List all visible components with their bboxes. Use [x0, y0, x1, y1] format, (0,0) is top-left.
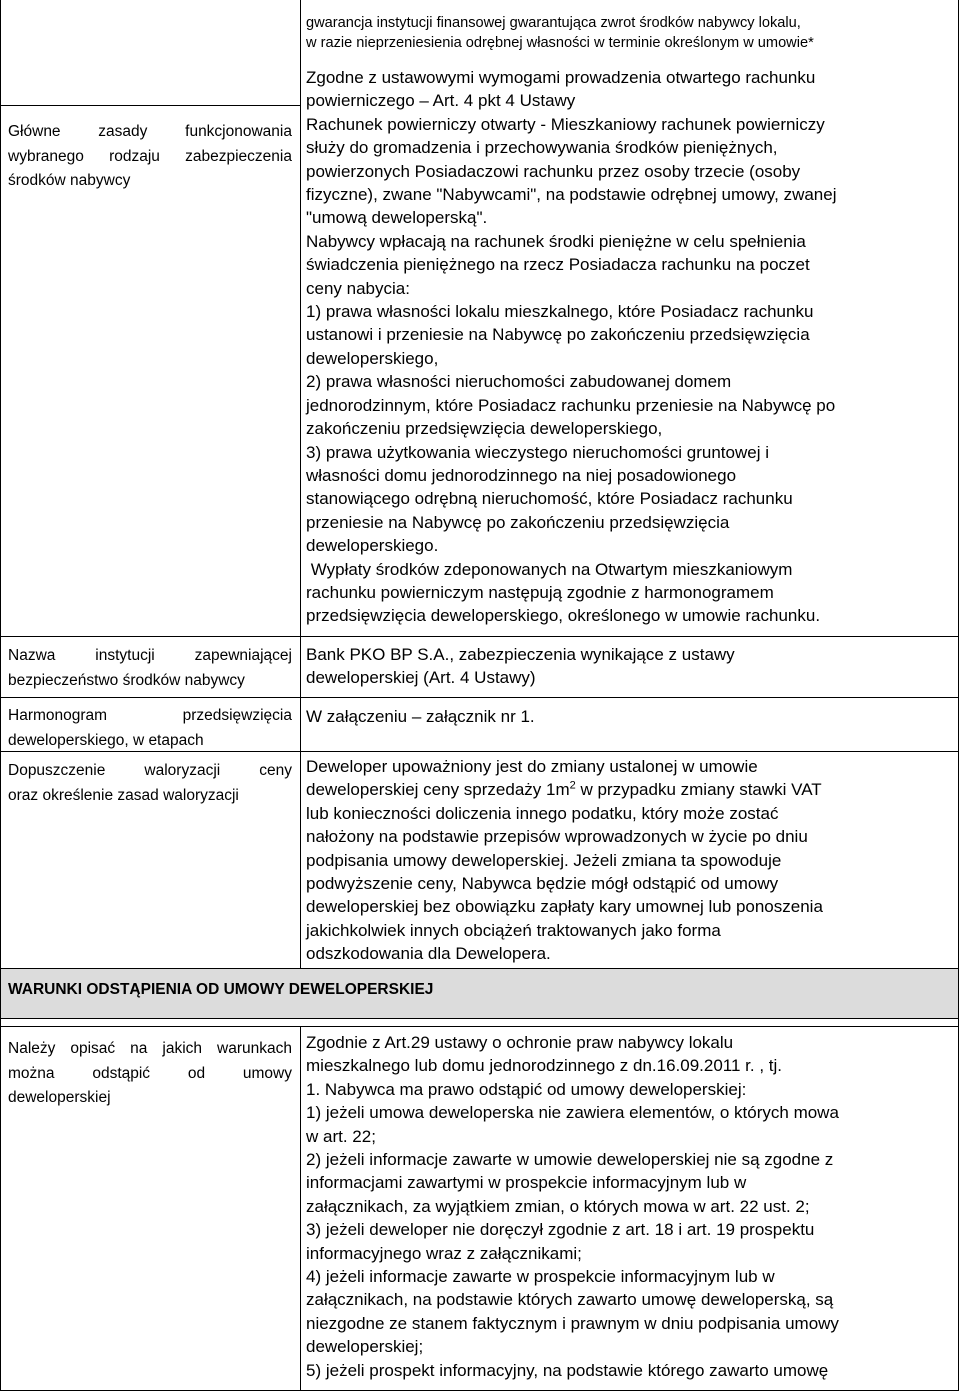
grid-line [0, 1026, 958, 1027]
grid-line [300, 1026, 301, 1391]
valorization-label: Dopuszczenie waloryzacji ceny oraz określenie zasad waloryzacji [8, 762, 292, 804]
institution-label: Nazwa instytucji zapewniającej bezpieczeństwo środków nabywcy [8, 647, 292, 689]
guarantee-text: gwarancja instytucji finansowej gwarantująca zwrot środków nabywcy lokalu, w razie nieprzeniesienia odrębnej własności w terminie określonym w umowie* [306, 15, 814, 51]
schedule-label: Harmonogram przedsięwzięcia deweloperskiego, w etapach [8, 707, 292, 749]
grid-line [0, 636, 958, 637]
grid-line [0, 697, 958, 698]
grid-line [0, 968, 958, 969]
grid-line [0, 0, 1, 1391]
principles-text: Zgodne z ustawowymi wymogami prowadzenia otwartego rachunku powierniczego – Art. 4 pkt 4 Ustawy Rachunek powierniczy otwarty - Mieszkaniowy rachunek powierniczy służy do gromadzenia i przechowywania środków pieniężnych, powierzonych Posiadaczowi rachunku przez osoby trzecie (osoby fizyczne), zwane "Nabywcami", na podstawie odrębnej umowy, zwanej "umową deweloperską". Nabywcy wpłacają na rachunek środki pieniężne w celu spełnienia świadczenia pieniężnego na rzecz Posiadacza rachunku na poczet ceny nabycia: 1) prawa własności lokalu mieszkalnego, które Posiadacz rachunku ustanowi i przeniesie na Nabywcę po zakończeniu przedsięwzięcia deweloperskiego, 2) prawa własności nieruchomości zabudowanej domem jednorodzinnym, które Posiadacz rachunku przeniesie na Nabywcę po zakończeniu przedsięwzięcia deweloperskiego, 3) prawa użytkowania wieczystego nieruchomości gruntowej i własności domu jednorodzinnego na niej posadowionego stanowiącego odrębną nieruchomość, które Posiadacz rachunku przeniesie na Nabywcę po zakończeniu przedsięwzięcia deweloperskiego. Wypłaty środków zdeponowanych na Otwartym mieszkaniowym rachunku powierniczym następują zgodnie z harmonogramem przedsięwzięcia deweloperskiego, określonego w umowie rachunku. [306, 68, 837, 626]
section-heading: WARUNKI ODSTĄPIENIA OD UMOWY DEWELOPERSKIEJ [8, 981, 434, 998]
grid-line [0, 105, 300, 106]
grid-line [300, 0, 301, 968]
principles-label: Główne zasady funkcjonowania wybranego rodzaju zabezpieczenia środków nabywcy [8, 123, 292, 189]
withdrawal-label: Należy opisać na jakich warunkach można odstąpić od umowy deweloperskiej [8, 1040, 292, 1106]
institution-text: Bank PKO BP S.A., zabezpieczenia wynikające z ustawy deweloperskiej (Art. 4 Ustawy) [306, 645, 735, 688]
valorization-text: Deweloper upoważniony jest do zmiany ustalonej w umowie deweloperskiej ceny sprzedaży $1m^2$ w przypadku zmiany stawki VAT lub konieczności doliczenia innego podatku, który może zostać nałożony na podstawie przepisów wprowadzonych w życie po dniu podpisania umowy deweloperskiej. Jeżeli zmiana ta spowoduje podwyższenie ceny, Nabywca będzie mógł odstąpić od umowy deweloperskiej bez obowiązku zapłaty kary umownej lub ponoszenia jakichkolwiek innych obciążeń traktowanych jako forma odszkodowania dla Dewelopera. [306, 755, 954, 966]
valorization-line-2: deweloperskiej ceny sprzedaży $1m^2$ w przypadku zmiany stawki VAT [306, 779, 822, 800]
schedule-text: W załączeniu – załącznik nr 1. [306, 707, 535, 726]
grid-line [958, 0, 959, 1391]
grid-line [0, 1018, 958, 1019]
withdrawal-text: Zgodnie z Art.29 ustawy o ochronie praw nabywcy lokalu mieszkalnego lub domu jednorodzinnego z dn.16.09.2011 r. , tj. 1. Nabywca ma prawo odstąpić od umowy deweloperskiej: 1) jeżeli umowa deweloperska nie zawiera elementów, o których mowa w art. 22; 2) jeżeli informacje zawarte w umowie deweloperskiej nie są zgodne z informacjami zawartymi w prospekcie informacyjnym lub w załącznikach, za wyjątkiem zmian, o których mowa w art. 22 ust. 2; 3) jeżeli deweloper nie doręczył zgodnie z art. 18 i art. 19 prospektu informacyjnego wraz z załącznikami; 4) jeżeli informacje zawarte w prospekcie informacyjnym lub w załącznikach, na podstawie których zawarto umowę deweloperską, są niezgodne ze stanem faktycznym i prawnym w dniu podpisania umowy deweloperskiej; 5) jeżeli prospekt informacyjny, na podstawie którego zawarto umowę [306, 1033, 839, 1380]
